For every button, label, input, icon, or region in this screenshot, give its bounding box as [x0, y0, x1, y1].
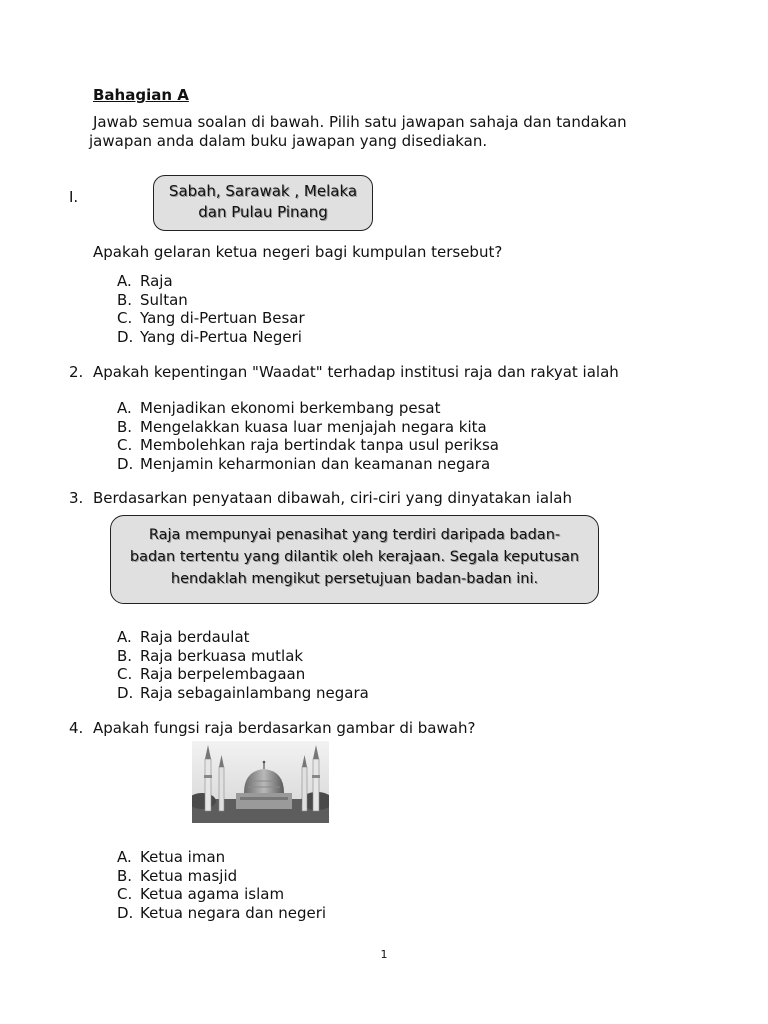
option-c[interactable]: C. Raja berpelembagaan: [117, 665, 306, 683]
instructions-line-1: Jawab semua soalan di bawah. Pilih satu jawapan sahaja dan tandakan: [93, 113, 627, 131]
option-d[interactable]: D. Raja sebagainlambang negara: [117, 683, 369, 702]
question-1-options: [117, 272, 305, 346]
question-2-options: [117, 399, 499, 473]
question-3-box-line-2: badan tertentu yang dilantik oleh kerajaan. Segala keputusan: [129, 549, 580, 565]
question-3-box-line-3: hendaklah mengikut persetujuan badan-badan ini.: [170, 571, 539, 587]
option-b[interactable]: B. Mengelakkan kuasa luar menjajah negara kita: [117, 417, 487, 436]
option-c[interactable]: C. Ketua agama islam: [117, 885, 285, 903]
question-3-text: Berdasarkan penyataan dibawah, ciri-ciri yang dinyatakan ialah: [93, 489, 572, 507]
question-3-box-line-1: Raja mempunyai penasihat yang terdiri daripada badan-: [148, 527, 561, 543]
option-d[interactable]: D. Ketua negara dan negeri: [117, 903, 327, 922]
option-b[interactable]: B. Sultan: [117, 290, 188, 309]
option-c[interactable]: C. Yang di-Pertuan Besar: [117, 309, 305, 327]
mosque-photo: [192, 741, 329, 823]
question-1-info-box: [153, 175, 373, 231]
option-d[interactable]: D. Yang di-Pertua Negeri: [117, 327, 302, 346]
question-1-box-line-2: dan Pulau Pinang: [198, 203, 328, 221]
option-d[interactable]: D. Menjamin keharmonian dan keamanan negara: [117, 454, 491, 473]
question-3-statement-box: [110, 515, 599, 604]
option-a[interactable]: A. Menjadikan ekonomi berkembang pesat: [117, 399, 441, 417]
option-c[interactable]: C. Membolehkan raja bertindak tanpa usul periksa: [117, 436, 500, 454]
question-2-text: Apakah kepentingan "Waadat" terhadap institusi raja dan rakyat ialah: [93, 363, 619, 381]
instructions-line-2: jawapan anda dalam buku jawapan yang disediakan.: [89, 132, 488, 150]
question-3-number: 3.: [69, 489, 84, 507]
option-a[interactable]: A. Ketua iman: [117, 848, 226, 866]
page-number: 1: [380, 948, 388, 961]
instructions: [89, 113, 673, 151]
question-1-number: I.: [69, 188, 79, 206]
option-a[interactable]: A. Raja: [117, 272, 173, 290]
question-3-options: [117, 628, 369, 702]
question-1-text: Apakah gelaran ketua negeri bagi kumpulan tersebut?: [93, 243, 503, 261]
question-2-number: 2.: [69, 363, 84, 381]
question-4-number: 4.: [69, 719, 84, 737]
question-4-text: Apakah fungsi raja berdasarkan gambar di bawah?: [93, 719, 476, 737]
question-4-options: [117, 848, 326, 922]
option-b[interactable]: B. Ketua masjid: [117, 866, 238, 885]
question-1-box-line-1: Sabah, Sarawak , Melaka: [168, 182, 358, 200]
section-heading: Bahagian A: [93, 86, 189, 104]
option-a[interactable]: A. Raja berdaulat: [117, 628, 250, 646]
option-b[interactable]: B. Raja berkuasa mutlak: [117, 646, 304, 665]
